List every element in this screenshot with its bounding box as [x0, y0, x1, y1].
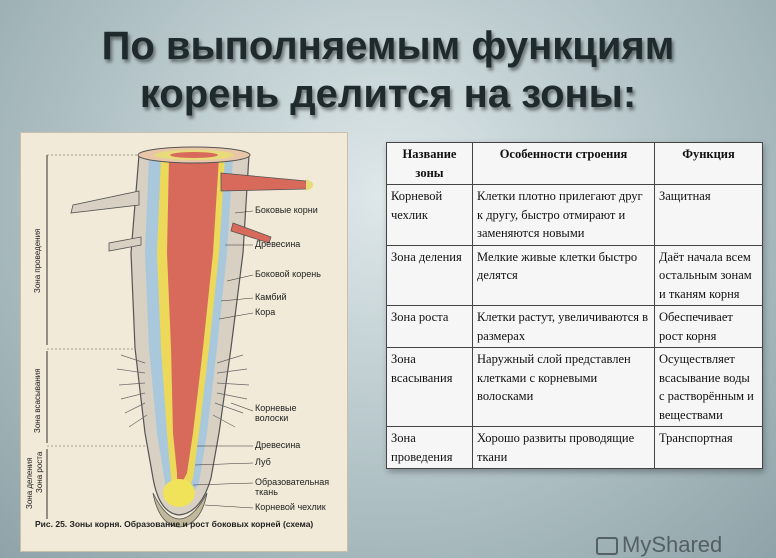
lateral-root-left-top [71, 191, 139, 213]
label-wood-lower: Древесина [255, 440, 301, 450]
zones-table [386, 142, 763, 469]
figure-caption: Рис. 25. Зоны корня. Образование и рост боковых корней (схема) [35, 519, 314, 529]
table-header-row [387, 143, 763, 185]
table-row [387, 185, 763, 246]
cell-zone-name: Зона всасывания [387, 348, 473, 427]
watermark [596, 532, 776, 558]
cell-zone-name: Корневой чехлик [387, 185, 473, 246]
cell-structure: Наружный слой представлен клетками с корневыми волосками [473, 348, 655, 427]
zone-label-growth: Зона роста [35, 451, 44, 493]
cell-structure: Хорошо развиты проводящие ткани [473, 427, 655, 469]
lateral-root-right [221, 173, 307, 191]
root-tip [163, 479, 195, 507]
root-zones-figure [20, 132, 348, 552]
table-row [387, 427, 763, 469]
cell-function: Осуществляет всасывание воды с растворённым и веществами [655, 348, 763, 427]
slide-title-line-1: По выполняемым функциям [101, 24, 675, 68]
slide-title-line-2: корень делится на зоны: [139, 72, 637, 116]
slide-title [0, 22, 776, 118]
cell-zone-name: Зона роста [387, 306, 473, 348]
cell-zone-name: Зона деления [387, 245, 473, 306]
cell-structure: Мелкие живые клетки быстро делятся [473, 245, 655, 306]
cell-zone-name: Зона проведения [387, 427, 473, 469]
zone-label-division: Зона деления [25, 457, 34, 509]
label-root-cap: Корневой чехлик [255, 502, 326, 512]
presentation-icon [596, 537, 618, 555]
label-phloem: Луб [255, 457, 271, 467]
table-row [387, 306, 763, 348]
table-row [387, 245, 763, 306]
zone-label-absorption: Зона всасывания [33, 368, 42, 433]
label-wood: Древесина [255, 239, 301, 249]
cell-function: Даёт начала всем остальным зонам и тканям корня [655, 245, 763, 306]
table-row [387, 348, 763, 427]
label-forming-tissue: Образовательная ткань [255, 477, 330, 497]
cell-structure: Клетки растут, увеличиваются в размерах [473, 306, 655, 348]
label-lateral-roots: Боковые корни [255, 205, 318, 215]
label-cambium: Камбий [255, 292, 287, 302]
cell-function: Транспортная [655, 427, 763, 469]
cell-function: Обеспечивает рост корня [655, 306, 763, 348]
label-cortex: Кора [255, 307, 276, 317]
watermark-text: MyShared [622, 532, 723, 557]
label-lateral-root: Боковой корень [255, 269, 321, 279]
header-structure: Особенности строения [473, 143, 655, 185]
header-zone-name: Название зоны [387, 143, 473, 185]
cell-function: Защитная [655, 185, 763, 246]
header-function: Функция [655, 143, 763, 185]
cell-structure: Клетки плотно прилегают друг к другу, быстро отмирают и заменяются новыми [473, 185, 655, 246]
label-root-hairs: Корневые волоски [255, 403, 297, 423]
zones-table-wrapper [386, 142, 762, 469]
zone-label-conduction: Зона проведения [33, 228, 42, 293]
